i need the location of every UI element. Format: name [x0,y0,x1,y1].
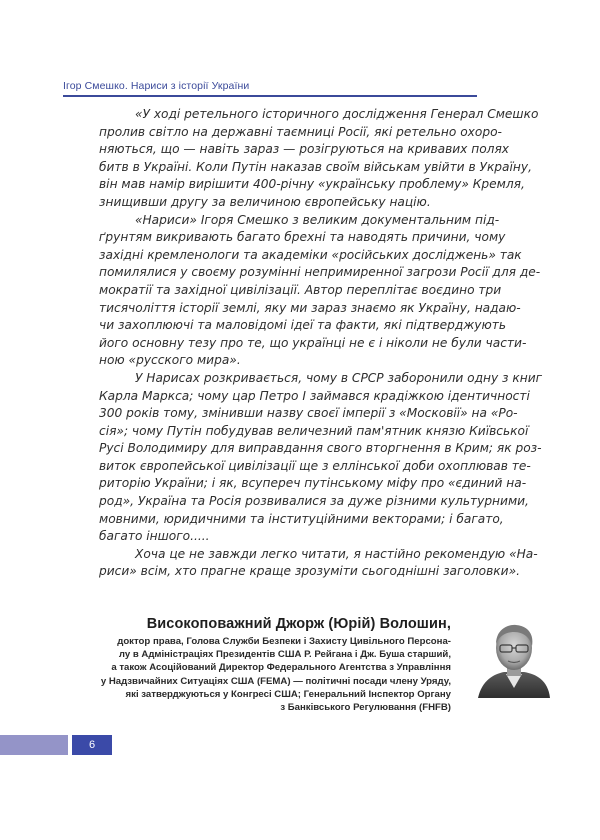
text-line: 300 років тому, змінивши назву своєї імперії з «Московії» на «Ро- [99,406,518,421]
page-number: 6 [72,735,112,755]
text-line: риторію України; і як, всупереч путінському міфу про «єдиний на- [99,476,527,491]
text-line: риси» всім, хто прагне краще зрозуміти сьогоднішні заголовки». [99,564,520,579]
paragraph-1 [63,106,539,212]
paragraph-4 [63,546,538,581]
text-line: битв в Україні. Коли Путін наказав своїм військам увійти в Україну, [99,159,532,174]
credentials-line: а також Асоційований Директор Федерального Агентства з Управління [111,662,451,674]
text-line: мовними, юридичними та інституційними векторами; і багато, [99,511,504,526]
header-divider [63,95,477,97]
credentials-line: доктор права, Голова Служби Безпеки і Захисту Цивільного Персона- [117,636,451,647]
text-line: він мав намір вирішити 400-річну «українську проблему» Кремля, [99,177,525,192]
text-line: знищивши другу за величиною європейську націю. [99,194,431,209]
text-line: багато іншого..... [99,529,210,544]
text-line: мократії та західної цивілізації. Автор переплітає воєдино три [99,282,502,297]
credentials-line: які затверджуються у Конгресі США; Генеральний Інспектор Органу [125,688,451,700]
paragraph-2 [63,212,541,370]
text-line: ґрунтям викривають багато брехні та наводять причини, чому [99,230,506,245]
text-line: сія»; чому Путін побудував величезний пам'ятник князю Київської [99,423,529,438]
text-line: Карла Маркса; чому цар Петро І займався крадіжкою ідентичності [99,388,530,403]
credentials-line: лу в Адміністраціях Президентів США Р. Рейгана і Дж. Буша старший, [118,649,451,661]
text-line: його основну тезу про те, що українці не є і ніколи не були части- [99,335,527,350]
text-line: няються, що — навіть зараз — розігруються на кривавих полях [99,142,510,157]
signature-block [63,616,451,714]
footer-accent-bar [0,735,68,755]
text-line: помилялися у своєму розумінні непримиренної загрози Росії для де- [99,265,541,280]
text-line: пролив світло на державні таємниці Росії, які ретельно охоро- [99,124,502,139]
text-line: «У ході ретельного історичного дослідження Генерал Смешко [135,107,539,121]
text-line: західні кремленологи та академіки «російських досліджень» так [99,247,522,262]
running-header-title: Ігор Смешко. Нариси з історії України [63,80,250,92]
text-line: У Нарисах розкривається, чому в СРСР заборонили одну з книг [135,370,543,385]
foreword-body [63,106,543,581]
credentials-line: у Надзвичайних Ситуаціях США (FEMA) — політичні посади члену Уряду, [100,675,451,687]
text-line: виток європейської цивілізації ще з еллінської доби охоплював те- [99,458,531,473]
text-line: Хоча це не завжди легко читати, я настійно рекомендую «На- [135,546,538,561]
person-portrait-icon [476,618,552,700]
text-line: «Нариси» Ігоря Смешко з великим документальним під- [135,212,500,227]
credentials-line: з Банківського Регулювання (FHFB) [280,702,451,714]
portrait-photo [476,618,552,700]
text-line: чи захоплюючі та маловідомі ідеї та факти, які підтверджують [99,318,507,333]
text-line: тисячоліття історії землі, яку ми зараз знаємо як Україну, надаю- [99,300,521,315]
text-line: Русі Володимиру для виправдання свого вторгнення в Крим; як роз- [99,441,542,456]
paragraph-3 [63,370,543,546]
text-line: род», Україна та Росія розвивалися за дуже різними культурними, [99,494,529,509]
signatory-credentials [63,635,451,714]
signatory-name: Високоповажний Джорж (Юрій) Волошин, [146,616,451,632]
text-line: ною «русского мира». [99,353,241,368]
